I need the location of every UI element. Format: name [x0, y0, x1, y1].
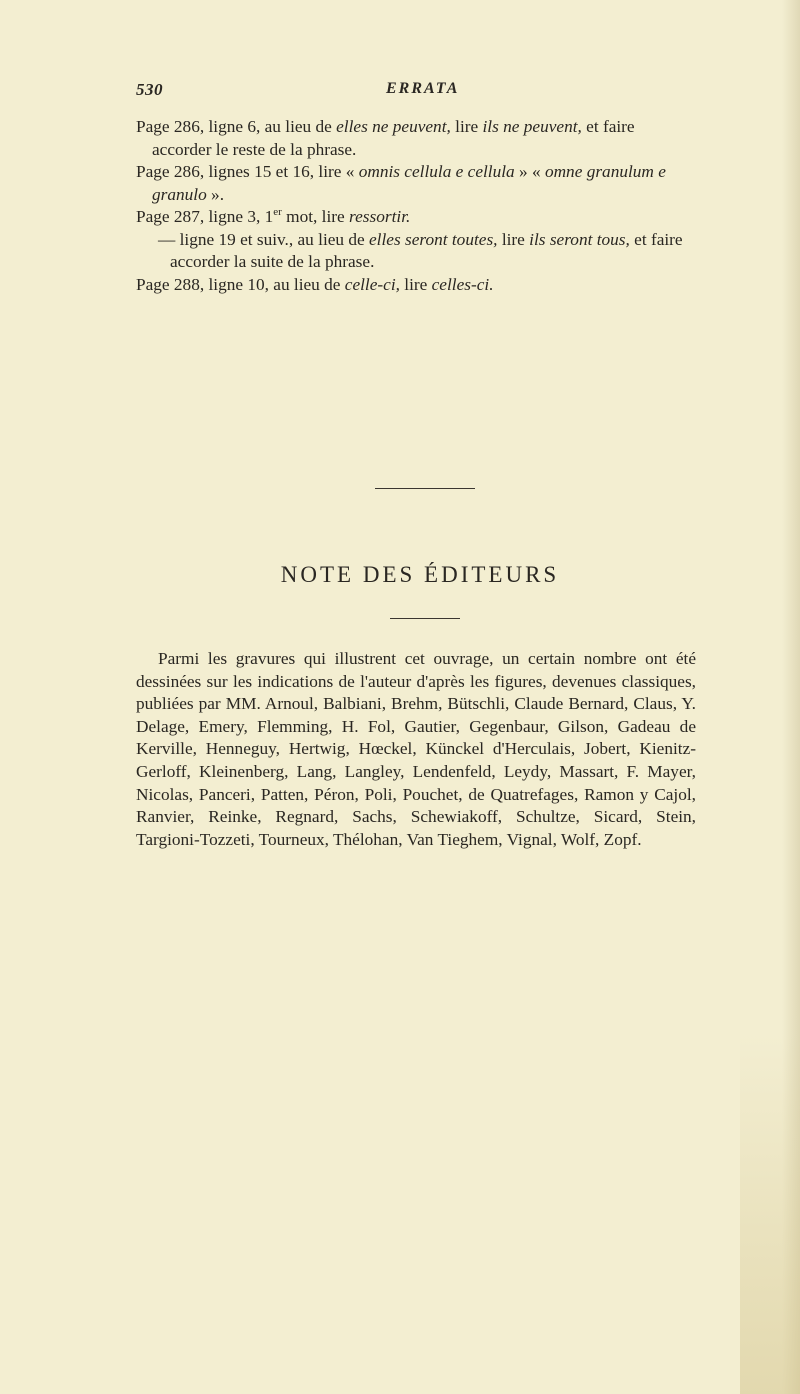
errata-entry: Page 287, ligne 3, 1er mot, lire ressortir.: [136, 206, 411, 226]
errata-correct: omne granulum e granulo: [152, 162, 666, 204]
errata-wrong: celle-ci,: [344, 274, 400, 294]
title-underline: [390, 618, 460, 619]
errata-entry: Page 288, ligne 10, au lieu de celle-ci, lire celles-ci.: [136, 274, 494, 294]
errata-wrong: elles seront toutes,: [369, 229, 498, 249]
errata-wrong: elles ne peuvent,: [336, 117, 451, 136]
running-head: [136, 80, 696, 110]
page-corner-stain: [740, 1034, 800, 1394]
page-number: 530: [136, 80, 163, 99]
errata-correct: ils seront tous,: [529, 229, 630, 249]
errata-correct: ils ne peuvent,: [482, 117, 582, 136]
note-body: Parmi les gravures qui illustrent cet ouvrage, un certain nombre ont été dessinées sur les indications de l'auteur d'après les figures, devenues classiques, publiées par MM. Arnoul, Balbiani, Brehm, Bütschli, Claude Bernard, Claus, Y. Delage, Emery, Flemming, H. Fol, Gautier, Gegenbaur, Gilson, Gadeau de Kerville, Henneguy, Hertwig, Hœckel, Künckel d'Herculais, Jobert, Kienitz-Gerloff, Kleinenberg, Lang, Langley, Lendenfeld, Leydy, Massart, F. Mayer, Nicolas, Panceri, Patten, Péron, Poli, Pouchet, de Quatrefages, Ramon y Cajol, Ranvier, Reinke, Regnard, Sachs, Schewiakoff, Schultze, Sicard, Stein, Targioni-Tozzeti, Tourneux, Thélohan, Van Tieghem, Vignal, Wolf, Zopf.: [136, 649, 696, 849]
errata-entry: Page 286, ligne 6, au lieu de elles ne peuvent, lire ils ne peuvent, et faire accorder le reste de la phrase.: [136, 117, 635, 159]
errata-wrong: omnis cellula e cellula: [358, 162, 515, 181]
errata-entry: Page 286, lignes 15 et 16, lire « omnis cellula e cellula » « omne granulum e granulo ».: [136, 162, 666, 204]
errata-correct: ressortir.: [349, 207, 411, 226]
section-title: NOTE DES ÉDITEURS: [280, 562, 560, 587]
errata-correct: celles-ci.: [431, 274, 494, 294]
errata-list: [136, 116, 696, 296]
section-divider: [375, 488, 475, 489]
running-title: ERRATA: [386, 80, 460, 97]
errata-entry: — ligne 19 et suiv., au lieu de elles seront toutes, lire ils seront tous, et faire accorder la suite de la phrase.: [158, 229, 683, 271]
